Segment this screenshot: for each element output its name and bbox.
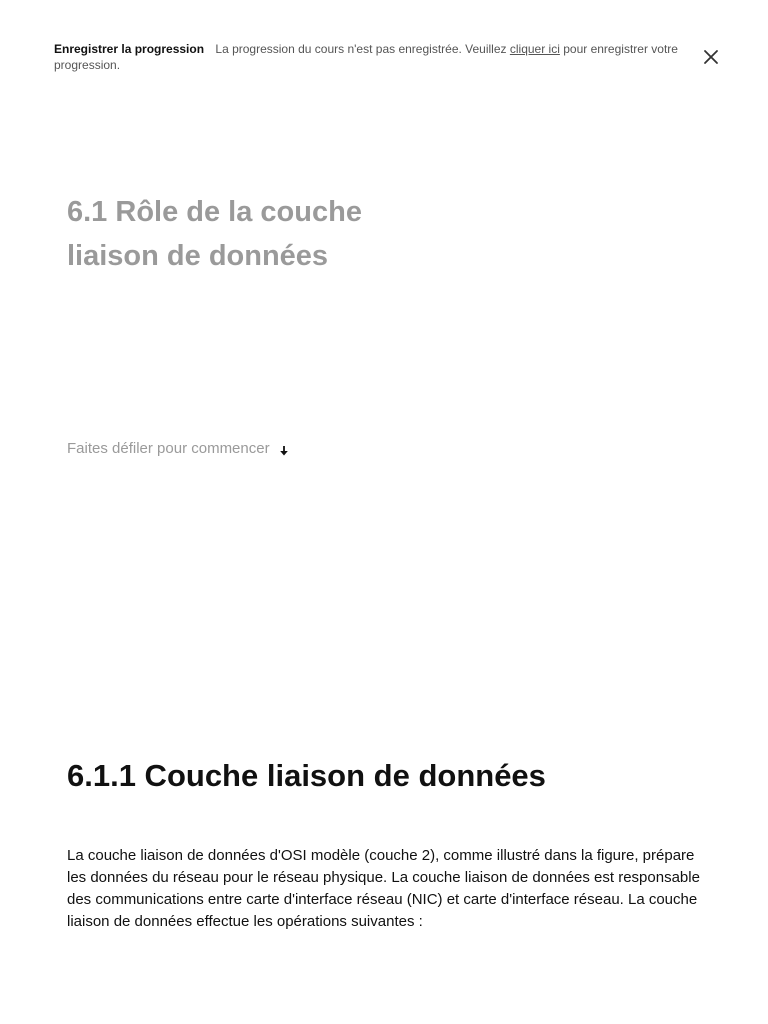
scroll-hint-label: Faites défiler pour commencer — [67, 440, 270, 457]
arrow-down-icon — [278, 445, 290, 457]
close-icon — [703, 49, 719, 65]
close-banner-button[interactable] — [700, 46, 722, 68]
banner-text-after: pour enregistrer votre progression. — [54, 42, 678, 72]
banner-title: Enregistrer la progression — [54, 42, 205, 56]
section-heading: 6.1.1 Couche liaison de données — [67, 758, 546, 793]
scroll-to-start-button[interactable] — [67, 440, 290, 457]
click-here-link[interactable]: cliquer ici — [509, 42, 560, 56]
banner-text-before: La progression du cours n'est pas enregistrée. Veuillez — [215, 42, 507, 56]
lesson-title: 6.1 Rôle de la couche liaison de données — [67, 196, 362, 272]
section-body-text: La couche liaison de données d'OSI modèle (couche 2), comme illustré dans la figure, prépare les données du réseau pour le réseau physique. La couche liaison de données est responsable des communications entre carte d'interface réseau (NIC) et carte d'interface réseau. La couche liaison de données effectue les opérations suivantes : — [67, 847, 700, 930]
save-progress-banner — [54, 42, 684, 73]
